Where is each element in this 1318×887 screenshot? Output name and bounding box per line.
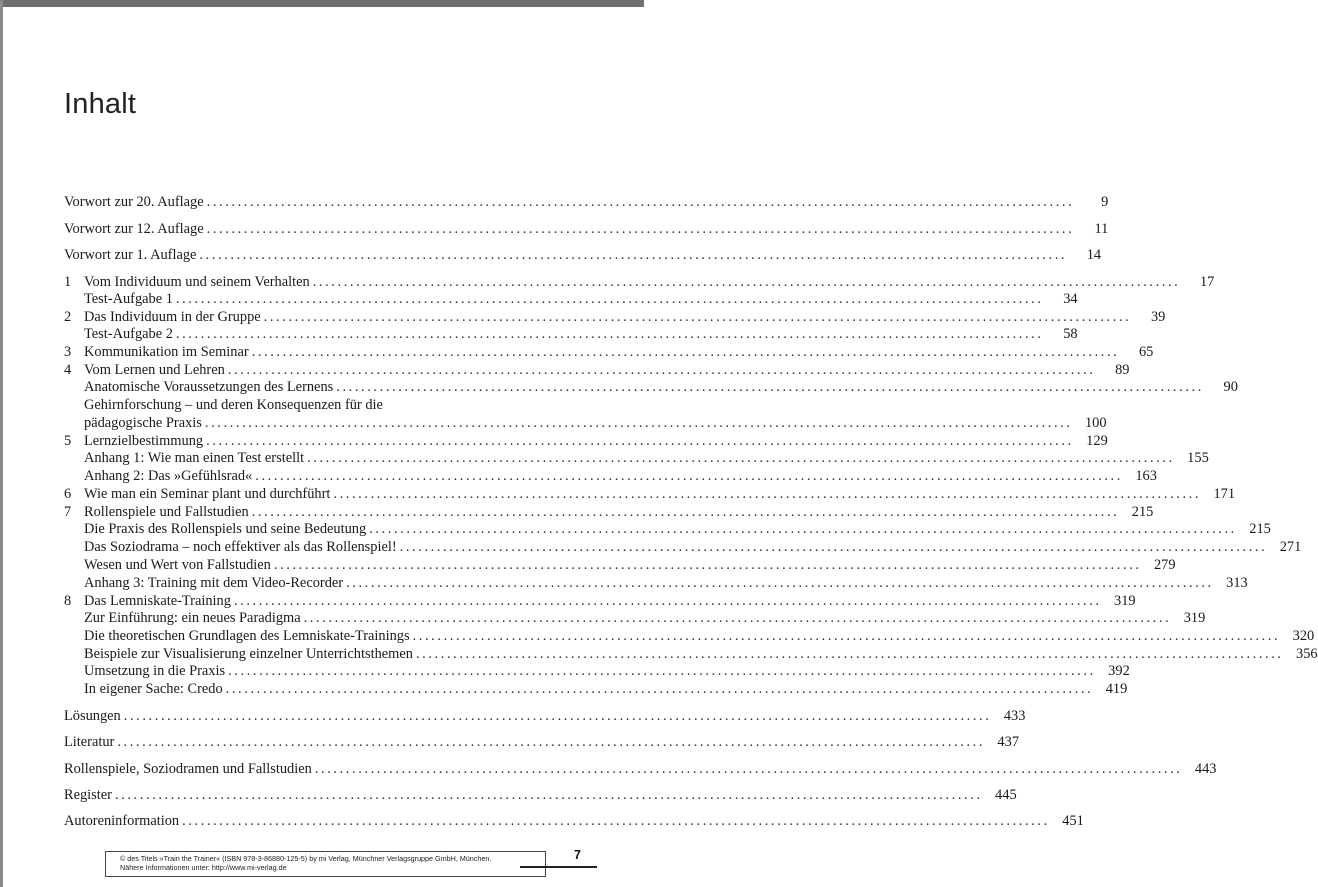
- toc-leader-dots: ............................................................................................................................................: [123, 708, 992, 724]
- toc-leader-dots: ............................................................................................................................................: [333, 486, 1202, 502]
- toc-entry-label: Beispiele zur Visualisierung einzelner Unterrichtsthemen: [84, 646, 413, 662]
- toc-leader-dots: ............................................................................................................................................: [199, 247, 1068, 263]
- toc-entry-label: In eigener Sache: Credo: [84, 681, 223, 697]
- toc-entry-label: Rollenspiele und Fallstudien: [84, 504, 249, 520]
- toc-chapter-number: 6: [64, 486, 72, 502]
- toc-entry-page: 419: [1105, 681, 1128, 697]
- toc-leader-dots: ............................................................................................................................................: [206, 194, 1075, 210]
- toc-leader-dots: ............................................................................................................................................: [346, 575, 1214, 591]
- toc-leader-dots: ............................................................................................................................................: [263, 309, 1132, 325]
- toc-entry-label: Anhang 3: Training mit dem Video-Recorder: [84, 575, 344, 591]
- toc-entry-page: 65: [1138, 344, 1154, 360]
- toc-entry-label: Literatur: [64, 734, 115, 750]
- toc-leader-dots: ............................................................................................................................................: [312, 274, 1181, 290]
- toc-entry-label: Die Praxis des Rollenspiels und seine Bedeutung: [84, 521, 367, 537]
- toc-leader-dots: ............................................................................................................................................: [182, 813, 1050, 829]
- toc-entry-label: Zur Einführung: ein neues Paradigma: [84, 610, 301, 626]
- toc-chapter-number: 8: [64, 593, 72, 609]
- toc-entry-label: Vom Lernen und Lehren: [84, 362, 225, 378]
- toc-entry-page: 279: [1153, 557, 1176, 573]
- toc-entry-label: Das Soziodrama – noch effektiver als das Rollenspiel!: [84, 539, 397, 555]
- toc-entry: [64, 220, 1109, 238]
- toc-entry-label: Umsetzung in die Praxis: [84, 663, 226, 679]
- toc-entry: [84, 627, 1315, 645]
- toc-entry-page: 90: [1223, 379, 1238, 395]
- toc-entry-label: Rollenspiele, Soziodramen und Fallstudien: [64, 761, 312, 777]
- toc-entry-page: 445: [995, 787, 1017, 803]
- toc-entry: [64, 503, 1154, 521]
- toc-chapter-number: 3: [64, 344, 72, 360]
- toc-entry-label: Wie man ein Seminar plant und durchführt: [84, 486, 331, 502]
- toc-entry-page: 39: [1150, 309, 1166, 325]
- toc-entry-page: 11: [1094, 221, 1109, 237]
- toc-entry-page: 215: [1131, 504, 1154, 520]
- toc-entry: [64, 707, 1026, 725]
- toc-entry-label: Anhang 2: Das »Gefühlsrad«: [84, 468, 253, 484]
- toc-entry-page: 129: [1086, 433, 1108, 449]
- toc-entry-label: Das Individuum in der Gruppe: [84, 309, 261, 325]
- toc-leader-dots: ............................................................................................................................................: [307, 450, 1175, 466]
- page-title: Inhalt: [64, 88, 137, 120]
- toc-leader-dots: ............................................................................................................................................: [399, 539, 1268, 555]
- footer-info-line: Nähere Informationen unter: http://www.mi-verlag.de: [120, 863, 287, 872]
- toc-entry-label: Anatomische Voraussetzungen des Lernens: [84, 379, 334, 395]
- toc-leader-dots: ............................................................................................................................................: [303, 610, 1172, 626]
- toc-entry-label: Gehirnforschung – und deren Konsequenzen für die: [84, 397, 383, 413]
- toc-leader-dots: ............................................................................................................................................: [255, 468, 1123, 484]
- toc-entry: [64, 193, 1109, 211]
- toc-leader-dots: ............................................................................................................................................: [251, 344, 1120, 360]
- toc-entry: [64, 361, 1130, 379]
- toc-entry: [64, 812, 1084, 830]
- toc-entry-label: Test-Aufgabe 2: [84, 326, 173, 342]
- toc-entry-label: Lösungen: [64, 708, 121, 724]
- toc-entry: [84, 290, 1078, 308]
- viewer-top-bar: [0, 0, 644, 7]
- toc-entry-page: 9: [1101, 194, 1109, 210]
- toc-leader-dots: ............................................................................................................................................: [204, 415, 1073, 431]
- toc-entry-page: 319: [1183, 610, 1206, 626]
- toc-leader-dots: ............................................................................................................................................: [233, 593, 1102, 609]
- toc-entry-page: 34: [1063, 291, 1078, 307]
- toc-leader-dots: ............................................................................................................................................: [336, 379, 1204, 395]
- toc-entry-page: 437: [997, 734, 1020, 750]
- toc-entry-page: 163: [1135, 468, 1157, 484]
- toc-leader-dots: ............................................................................................................................................: [114, 787, 983, 803]
- toc-entry: [84, 449, 1209, 467]
- toc-entry-page: 89: [1115, 362, 1130, 378]
- toc-entry-label: Vorwort zur 1. Auflage: [64, 247, 197, 263]
- toc-entry-page: 433: [1003, 708, 1026, 724]
- toc-entry: [64, 485, 1236, 503]
- toc-entry: [84, 325, 1078, 343]
- toc-entry: [84, 378, 1238, 396]
- toc-entry-page: 443: [1194, 761, 1217, 777]
- toc-entry-label: Vorwort zur 20. Auflage: [64, 194, 204, 210]
- toc-leader-dots: ............................................................................................................................................: [117, 734, 986, 750]
- toc-entry: [84, 467, 1157, 485]
- toc-entry-page: 14: [1086, 247, 1102, 263]
- toc-entry-continuation: [84, 414, 1107, 432]
- toc-entry-page: 155: [1187, 450, 1209, 466]
- toc-entry-page: 320: [1292, 628, 1315, 644]
- footer-copyright-line: © des Titels »Train the Trainer« (ISBN 978-3-86880-125-5) by mi Verlag, Münchner Verlagsgruppe GmbH, München.: [120, 854, 492, 863]
- toc-chapter-number: 4: [64, 362, 72, 378]
- toc-leader-dots: ............................................................................................................................................: [314, 761, 1183, 777]
- toc-entry-page: 313: [1226, 575, 1248, 591]
- toc-leader-dots: ............................................................................................................................................: [412, 628, 1281, 644]
- toc-entry: [84, 520, 1271, 538]
- toc-entry: [64, 786, 1017, 804]
- toc-entry: [84, 662, 1130, 680]
- toc-entry-label: Kommunikation im Seminar: [84, 344, 249, 360]
- toc-entry-page: 451: [1062, 813, 1084, 829]
- toc-entry-label: Test-Aufgabe 1: [84, 291, 173, 307]
- toc-entry-label: Vorwort zur 12. Auflage: [64, 221, 204, 237]
- toc-chapter-number: 5: [64, 433, 72, 449]
- toc-entry-page: 58: [1063, 326, 1078, 342]
- toc-entry-page: 215: [1249, 521, 1271, 537]
- toc-entry-page: 171: [1213, 486, 1236, 502]
- toc-entry-label: Anhang 1: Wie man einen Test erstellt: [84, 450, 305, 466]
- toc-entry: [84, 609, 1206, 627]
- page-left-edge: [0, 0, 3, 887]
- toc-leader-dots: ............................................................................................................................................: [251, 504, 1120, 520]
- toc-leader-dots: ............................................................................................................................................: [228, 663, 1096, 679]
- toc-leader-dots: ............................................................................................................................................: [415, 646, 1284, 662]
- toc-entry: [84, 396, 522, 414]
- toc-entry-label: Vom Individuum und seinem Verhalten: [84, 274, 310, 290]
- toc-entry-label: Lernzielbestimmung: [84, 433, 204, 449]
- toc-chapter-number: 1: [64, 274, 72, 290]
- toc-entry: [64, 432, 1108, 450]
- toc-entry-label: Register: [64, 787, 112, 803]
- toc-entry-page: 319: [1114, 593, 1136, 609]
- toc-entry-label: Autoreninformation: [64, 813, 180, 829]
- toc-leader-dots: ............................................................................................................................................: [369, 521, 1237, 537]
- toc-entry-page: 392: [1108, 663, 1130, 679]
- toc-entry-page: 100: [1084, 415, 1107, 431]
- toc-entry-label: Wesen und Wert von Fallstudien: [84, 557, 271, 573]
- toc-entry: [84, 538, 1302, 556]
- page-number-rule: [520, 866, 597, 868]
- toc-chapter-number: 2: [64, 309, 72, 325]
- toc-leader-dots: ............................................................................................................................................: [175, 326, 1044, 342]
- toc-entry: [84, 574, 1248, 592]
- toc-entry-page: 356: [1296, 646, 1318, 662]
- page-number: 7: [574, 848, 581, 862]
- toc-entry: [64, 343, 1154, 361]
- copyright-footer: [105, 851, 546, 877]
- toc-leader-dots: ............................................................................................................................................: [227, 362, 1096, 378]
- toc-entry: [84, 645, 1318, 663]
- toc-leader-dots: ............................................................................................................................................: [225, 681, 1094, 697]
- toc-entry: [84, 680, 1128, 698]
- toc-entry-label: Die theoretischen Grundlagen des Lemniskate-Trainings: [84, 628, 410, 644]
- toc-entry: [84, 556, 1176, 574]
- toc-entry-page: 17: [1199, 274, 1215, 290]
- toc-entry-label-continuation: pädagogische Praxis: [84, 415, 202, 431]
- toc-entry-label: Das Lemniskate-Training: [84, 593, 231, 609]
- toc-entry: [64, 246, 1102, 264]
- toc-leader-dots: ............................................................................................................................................: [206, 221, 1075, 237]
- toc-entry: [64, 273, 1215, 291]
- toc-entry: [64, 308, 1166, 326]
- toc-chapter-number: 7: [64, 504, 72, 520]
- toc-entry: [64, 733, 1020, 751]
- toc-entry: [64, 592, 1136, 610]
- toc-leader-dots: ............................................................................................................................................: [206, 433, 1074, 449]
- toc-entry: [64, 760, 1217, 778]
- toc-leader-dots: ............................................................................................................................................: [175, 291, 1044, 307]
- toc-entry-page: 271: [1279, 539, 1302, 555]
- toc-leader-dots: ............................................................................................................................................: [273, 557, 1142, 573]
